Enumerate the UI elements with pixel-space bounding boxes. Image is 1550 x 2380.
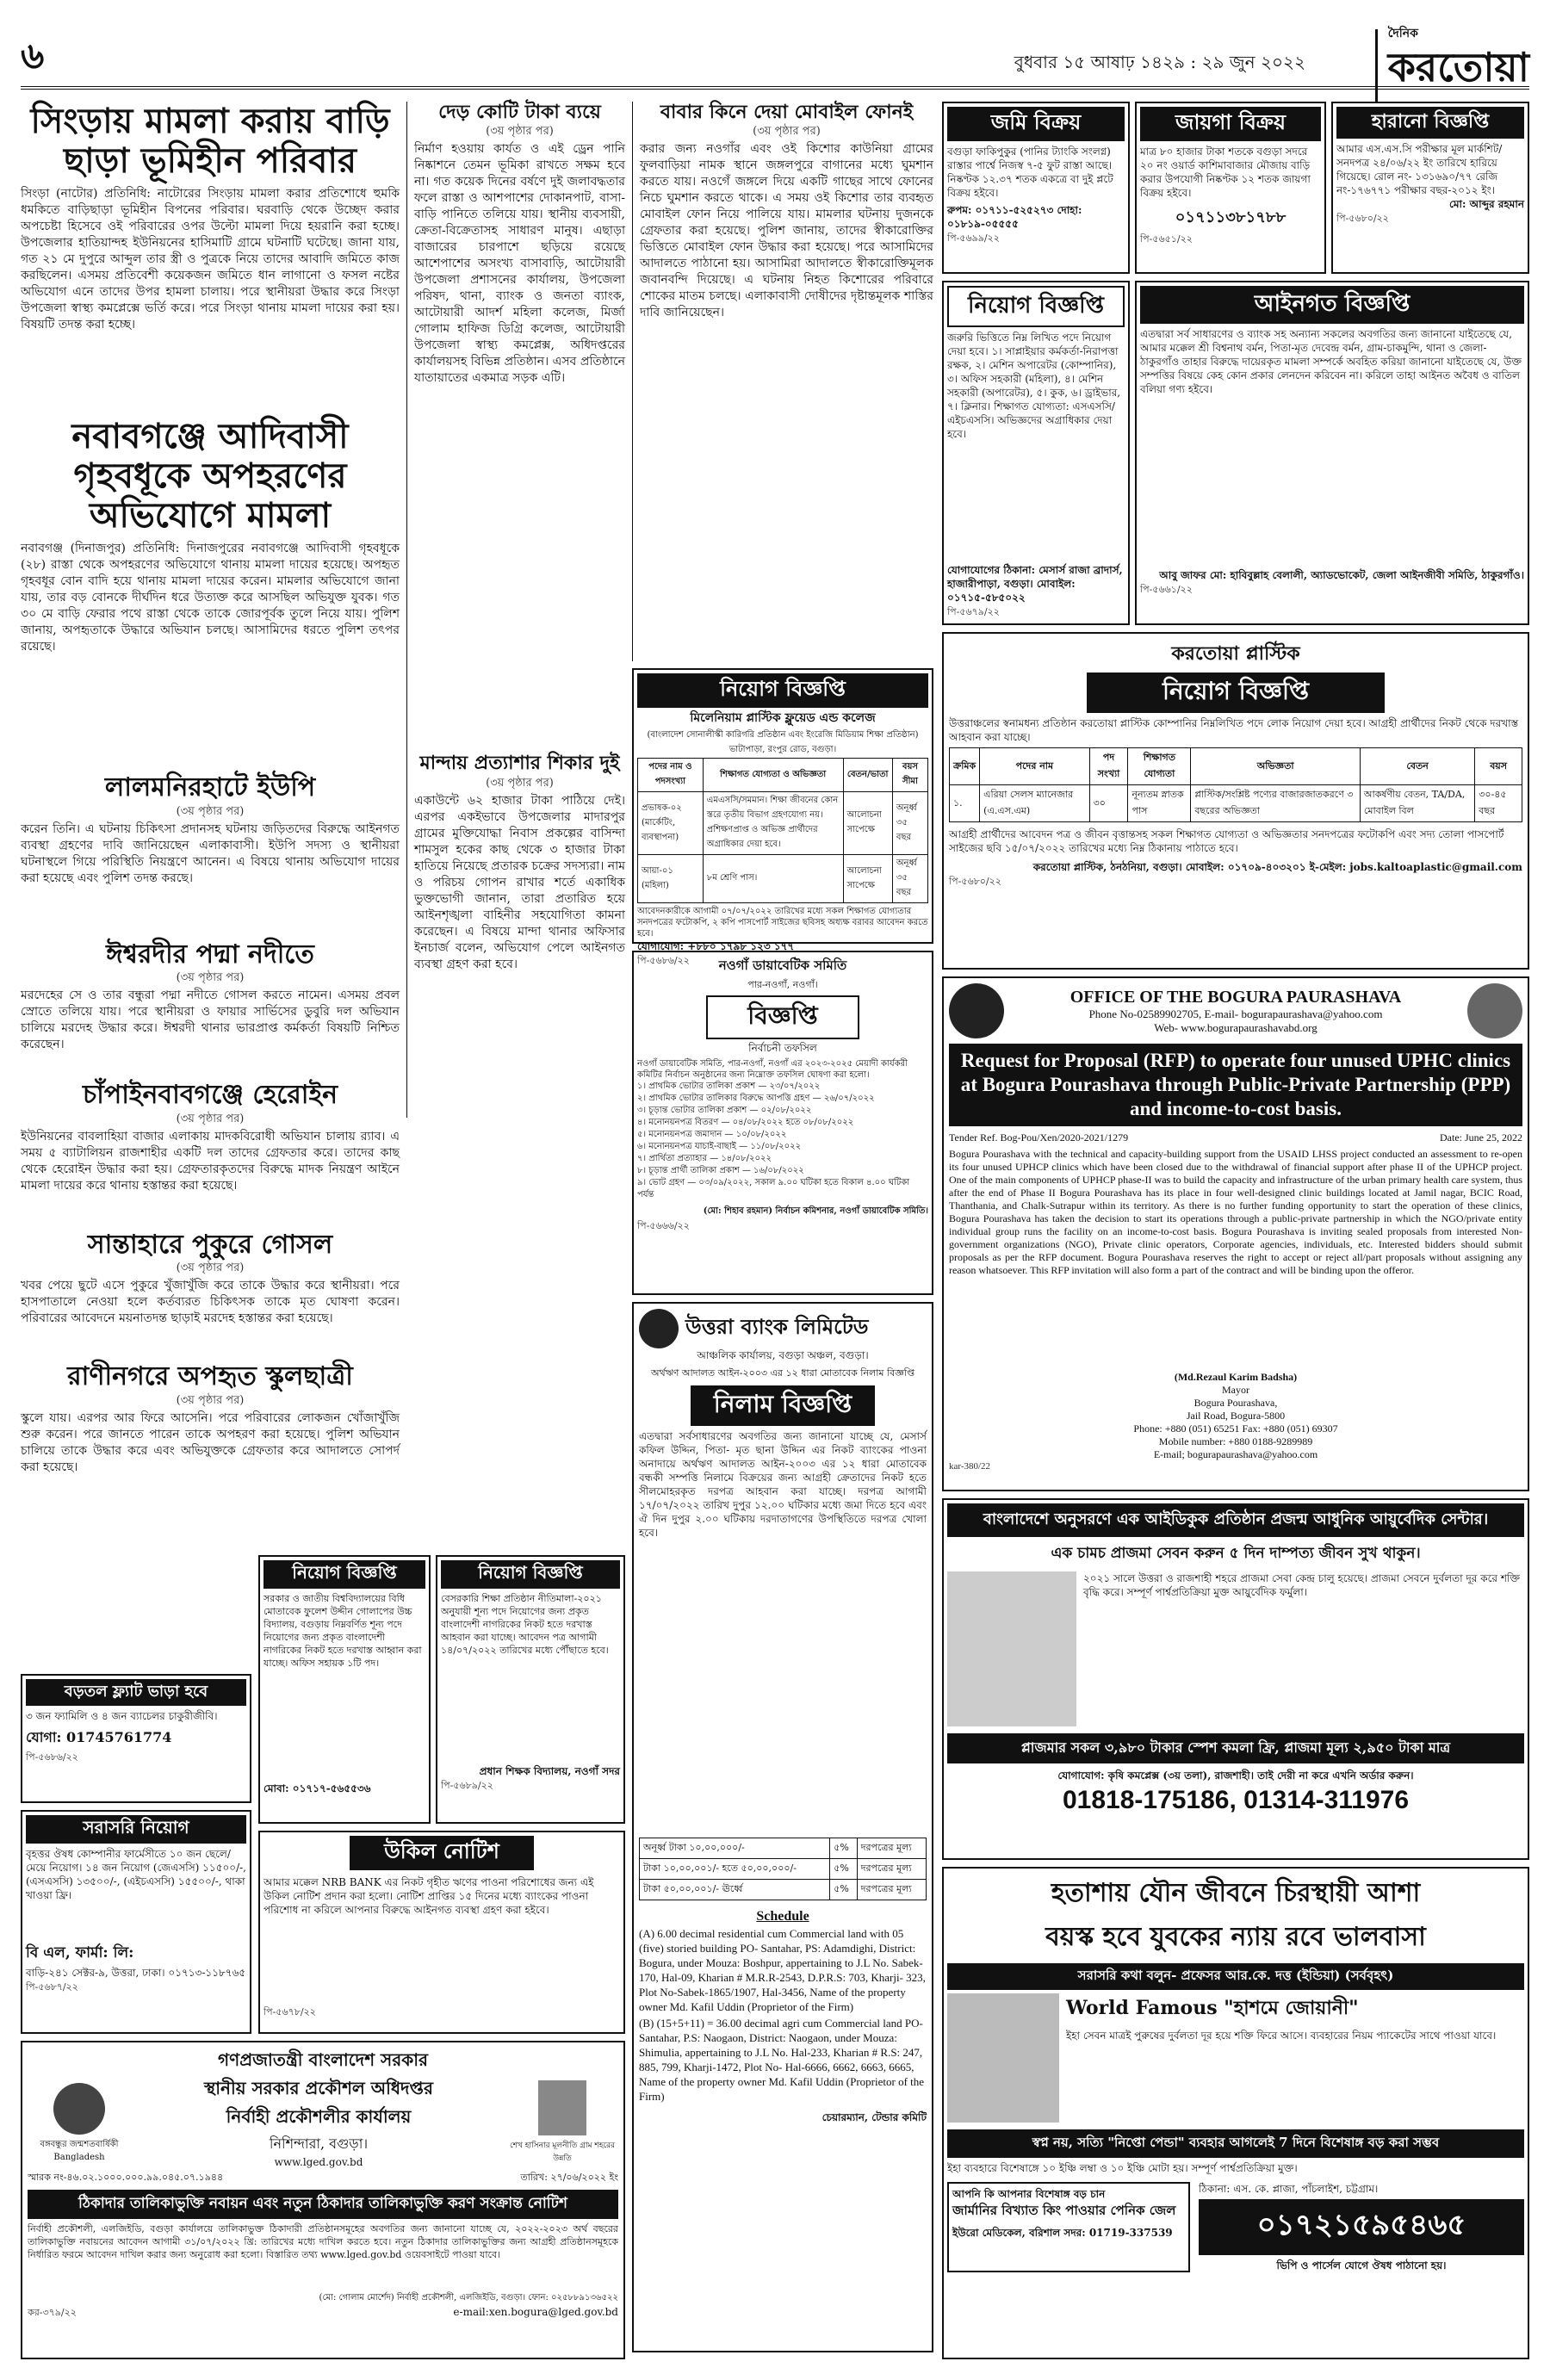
small-med-line2: জার্মানির বিখ্যাত কিং পাওয়ার পেনিক জেল (952, 2203, 1176, 2218)
story7-contd: (৩য় পৃষ্ঠার পর) (176, 1393, 245, 1407)
lged-dept: স্থানীয় সরকার প্রকৌশল অধিদপ্তর (204, 2078, 433, 2098)
ad-nirbachon-title: বিজ্ঞপ্তি (706, 995, 859, 1039)
table-cell: আলোচনা সাপেক্ষে (843, 792, 892, 855)
ad-flat-body: ৩ জন ফ্যামিলি ও ৪ জন ব্যাচেলর চাকুরীজীবি। (26, 1710, 218, 1722)
ad-nirbachon-org-sub: পার-নওগাঁ, নওগাঁ। (747, 979, 818, 990)
ad-ainagoto-title: আইনগত বিজ্ঞপ্তি (1140, 286, 1524, 324)
ad-harano (1331, 102, 1529, 274)
health2-bottom-banner: স্বপ্ন নয়, সত্যি "নিপ্তো পেন্ডা" ব্যবহার আগলেই 7 দিনে বিশেষাঙ্গ বড় করা সম্ভব (947, 2129, 1524, 2158)
ad-kortoa-niyog (942, 632, 1529, 970)
table-cell: দরপত্রের মূল্য (857, 1859, 926, 1880)
table-header: পদ সংখ্যা (1089, 748, 1128, 785)
list-item: ৯। ভোট গ্রহণ — ০৩/০৯/২০২২, সকাল ৯.০০ ঘটিকা হতে বিকাল ৪.০০ ঘটিকা পর্যন্ত (637, 1178, 910, 1199)
bank-deposit-table (639, 1838, 927, 1900)
ad-jayga-title: জায়গা বিক্রয় (1140, 107, 1321, 141)
ad-niyog-1 (942, 281, 1130, 625)
table-cell: ৩০-৪৫ বছর (1475, 785, 1522, 822)
health1-price: প্লাজমার সকল ৩,৯৮০ টাকার স্পেশ কমলা ফ্রি, প্লাজমা মূল্য ২,৯৫০ টাকা মাত্র (947, 1733, 1524, 1763)
lged-code: কর-৩৭৯/২২ (28, 2307, 77, 2318)
product-image-icon (947, 1571, 1076, 1726)
lged-memo-row (28, 2170, 618, 2186)
ad-kortoa-address: করতোয়া প্লাস্টিক, ঠনঠনিয়া, বগুড়া। মোবাইল: ০১৭০৯-৪০৩২০১ ই-মেইল: jobs.kaltoaplastic@gmail.com (1032, 861, 1522, 873)
table-cell: টাকা ১০,০০,০০১/- হতে ৫০,০০,০০০/- (640, 1859, 830, 1880)
bank-branch: আঞ্চলিক কার্যালয়, বগুড়া অঞ্চল, বগুড়া। (697, 1349, 869, 1361)
ad-ukil-title: উকিল নোটিশ (350, 1836, 534, 1870)
table-header: অভিজ্ঞতা (1191, 748, 1361, 785)
rfp-header (949, 983, 1522, 1038)
ad-nirbachon-signer: (মো: শিহাব রহমান) নির্বাচন কমিশনার, নওগাঁ ডায়াবেটিক সমিতি। (703, 1206, 928, 1216)
story3-headline: লালমনিরহাটে ইউপি (104, 772, 316, 803)
table-cell: এরিয়া সেলস ম্যানেজার (এ.এস.এম) (980, 785, 1089, 822)
lged-office: নির্বাহী প্রকৌশলীর কার্যালয় (226, 2106, 412, 2127)
ad-sorasori-org: বি এল, ফার্মা: লি: (26, 1944, 134, 1962)
page-header (21, 21, 1529, 90)
story5-headline: চাঁপাইনবাবগঞ্জে হেরোইন (82, 1080, 338, 1110)
table-header: বয়স সীমা (892, 759, 927, 792)
ad-niyog-b-signer: প্রধান শিক্ষক বিদ্যালয়, নওগাঁ সদর (479, 1765, 620, 1777)
ad-kortoa-code: পি-৫৬৮০/২২ (949, 876, 1001, 887)
ad-niyog1-code: পি-৫৬৭৯/২২ (947, 606, 1000, 617)
ad-ainagoto-code: পি-৫৬৬১/২২ (1140, 584, 1193, 595)
rfp-signer-title: Mayor (1222, 1384, 1249, 1396)
ad-nirbachon (632, 951, 933, 1295)
table-cell: প্রভাষক-০২ (মার্কেটিং, ব্যবস্থাপনা) (638, 792, 704, 855)
table-row (950, 785, 1522, 822)
ad-harano-title: হারানো বিজ্ঞপ্তি (1336, 107, 1524, 139)
health1-contact-label: যোগাযোগ: কৃষি কমপ্লেক্স (৩য় তলা), রাজশাহী। তাই দেরী না করে এখনি অর্ডার করুন। (1057, 1770, 1414, 1782)
ad-niyog-table-footer: আবেদনকারীকে আগামী ০৭/০৭/২০২২ তারিখের মধ্যে সকল শিক্ষাগত যোগ্যতার সনদপত্রের ফটোকপি, ২ কপি পাসপোর্ট সাইজের ছবিসহ অধ্যক্ষ বরাবর আবেদন করতে হবে। (637, 907, 928, 939)
lged-portrait-caption: শেখ হাসিনার মূলনীতি গ্রাম শহরের উন্নতি (509, 2141, 616, 2163)
bank-header (639, 1309, 927, 1348)
ad-jayga-phone: ০১৭১১৩৮১৭৮৮ (1175, 208, 1286, 226)
story4-headline: ঈশ্বরদীর পদ্মা নদীতে (106, 939, 314, 970)
small-med-line1: আপনি কি আপনার বিশেষাঙ্গ বড় চান (952, 2188, 1106, 2200)
story1-headline: সিংড়ায় মামলা করায় বাড়ি ছাড়া ভূমিহীন পরিবার (30, 101, 390, 181)
health2-main (947, 1993, 1524, 2123)
story5-contd: (৩য় পৃষ্ঠার পর) (176, 1112, 245, 1125)
health1-phones: 01818-175186, 01314-311976 (1062, 1786, 1410, 1814)
table-header: পদের নাম (980, 748, 1089, 785)
story2-headline: নবাবগঞ্জে আদিবাসী গৃহবধূকে অপহরণের অভিযোগে মামলা (71, 416, 349, 536)
table-header: শিক্ষাগত যোগ্যতা (1128, 748, 1191, 785)
ad-harano-name: মো: আব্দুর রহমান (1448, 198, 1524, 210)
ad-jomi-code: পি-৫৬৯৯/২২ (947, 232, 1000, 244)
ad-flat (21, 1674, 251, 1803)
ad-ainagoto (1135, 281, 1529, 625)
ad-jomi-title: জমি বিক্রয় (947, 107, 1125, 141)
health2-body: ইহা সেবন মাত্রই পুরুষের দুর্বলতা দূর হয়ে শক্তি ফিরে আসে। ব্যবহারের নিয়ম প্যাকেটের সাথে পাওয়া যাবে। (1066, 2030, 1497, 2042)
ad-harano-code: পি-৫৬৮০/২২ (1336, 213, 1389, 224)
doctor-photo-icon (947, 1993, 1059, 2123)
list-item: ৭। প্রার্থিতা প্রত্যাহার — ১৪/০৮/২০২২ (637, 1154, 772, 1163)
rfp-signer-name: (Md.Rezaul Karim Badsha) (1174, 1371, 1298, 1383)
portrait-icon (538, 2080, 586, 2135)
ad-health-1 (942, 1498, 1529, 1860)
story1-body: সিংড়া (নাটোর) প্রতিনিধি: নাটোরের সিংড়ায় মামলা করার প্রতিশোধে হুমকি ধমকিতে বাড়িছাড়া ভূমিহীন বিপনের পরিবার। ঘরবাড়ি থেকে উচ্ছেদ করার অপচেষ্টা হিসেবে ওই পরিবারের ওপর উল্টো মামলা দিয়ে হয়রানি করা হচ্ছে। উপজেলার হাতিয়ান্দহ ইউনিয়নের হাসিমাটি গ্রামে ঘটনাটি ঘটেছে। জানা যায়, গত ২১ মে দুপুরে আব্দুল তার স্ত্রী ও পুত্রকে নিয়ে তাদের আবাদি জমিতে কাজ করছিলেন। এসময় প্রতিবেশী কয়েকজন জমিতে ধান লাগানো ও ফসল নষ্টের অভিযোগ এনে তাদের উপর হামলা চালায়। পরে স্থানীয়রা উদ্ধার করে সিংড়া উপজেলা স্বাস্থ্য কমপ্লেক্সে ভর্তি করে। পরে সিংড়া থানায় মামলা দায়ের করা হয়। বিষয়টি তদন্ত করা হচ্ছে। (21, 187, 400, 332)
small-med-footer: ইউরো মেডিকেল, বরিশাল সদর: 01719-337539 (952, 2227, 1173, 2239)
ad-kortoa-intro: উত্তরাঞ্চলের স্বনামধন্য প্রতিষ্ঠান করতোয়া প্লাস্টিক কোম্পানির নিম্নলিখিত পদে লোক নিয়োগ দেয়া হবে। আগ্রহী প্রার্থীদের নিকট থেকে দরখাস্ত আহবান করা যাচ্ছে। (949, 717, 1519, 743)
table-cell: এমএসসি/সমমান। শিক্ষা জীবনের কোন স্তরে তৃতীয় বিভাগ গ্রহণযোগ্য নয়। প্রশিক্ষণপ্রাপ্ত ও অভিজ্ঞ প্রার্থীদের অগ্রাধিকার দেয়া হবে। (703, 792, 843, 855)
ad-bogura-rfp (942, 976, 1529, 1491)
col2-story2-body: একাউন্টে ৬২ হাজার টাকা পাঠিয়ে দেই। এরপর একইভাবে উপজেলার মাদারপুর গ্রামের মুক্তিযোদ্ধা নিবাস প্রকল্পের বাসিন্দা শামসুল হকের কাছ থেকে ৩ হাজার টাকা হাতিয়ে নিয়েছে প্রতারক চক্রের সদস্যরা। নাম ও পরিচয় গোপন রাখার শর্তে একাধিক ভুক্তভোগী জানান, তারা প্রতারিত হয়ে আইনশৃঙ্খলা বাহিনীর সহযোগিতা কামনা করেছেন। এ বিষয়ে মান্দা থানার অফিসার ইনচার্জ বলেন, অভিযোগ পেলে আইনগত ব্যবস্থা গ্রহণ করা হবে। (414, 793, 625, 971)
ad-niyog-a-code: মোবা: ০১৭১৭-৫৬৫৫৩৬ (264, 1782, 371, 1794)
lged-email: e-mail:xen.bogura@lged.gov.bd (453, 2306, 618, 2318)
rfp-signer-org: Bogura Pourashava, (1194, 1397, 1278, 1409)
masthead (1375, 29, 1529, 103)
ad-niyog-a-title: নিয়োগ বিজ্ঞপ্তি (264, 1560, 425, 1589)
lged-portrait (506, 2080, 618, 2165)
rfp-code: kar-380/22 (949, 1461, 991, 1472)
lged-body: নির্বাহী প্রকৌশলী, এলজিইডি, বগুড়া কার্যালয়ে তালিকাভুক্ত ঠিকাদারী প্রতিষ্ঠানসমূহের অবগতির জন্য জানানো যাচ্ছে যে, ২০২২-২০২৩ অর্থ বছরের তালিকাভুক্তি নবায়নের আবেদন আগামী ৩১/০৭/২০২২ খ্রি: তারিখের মধ্যে দাখিল করতে হবে। নতুন ঠিকাদার তালিকাভুক্তির জন্য আগ্রহী প্রতিষ্ঠানসমূহকে নির্ধারিত ফরমে আবেদন দাখিল করার জন্য অনুরোধ করা হলো। বিস্তারিত তথ্য www.lged.gov.bd ওয়েবসাইটে পাওয়া যাবে। (28, 2223, 618, 2260)
ad-niyog-table-title: নিয়োগ বিজ্ঞপ্তি (637, 673, 928, 708)
ad-niyog-table-contact: যোগাযোগ: +৮৮০ ১৭৯৮ ১২৩ ১৭৭ (637, 940, 795, 952)
table-cell: ৫% (830, 1880, 857, 1900)
rfp-signer-mobile: Mobile number: +880 0188-9289989 (1158, 1435, 1313, 1447)
ad-niyog1-title: নিয়োগ বিজ্ঞপ্তি (947, 286, 1125, 327)
ad-jomi-phone: রুপম: ০১৭১১-৫২৫২৭৩ দোহা: ০১৮১৯-০৫৫৫৫ (947, 204, 1082, 230)
list-item: ২। প্রাথমিক ভোটার তালিকার বিরুদ্ধে আপত্তি গ্রহণ — ২৬/০৭/২০২২ (637, 1094, 875, 1103)
health1-sub: এক চামচ প্রাজমা সেবন করুন ৫ দিন দাম্পত্য জীবন সুখ থাকুন। (1051, 1545, 1421, 1562)
rfp-date: Date: June 25, 2022 (1440, 1131, 1522, 1144)
story7-headline: রাণীনগরে অপহৃত স্কুলছাত্রী (67, 1361, 353, 1391)
story4-contd: (৩য় পৃষ্ঠার পর) (176, 971, 245, 984)
table-cell: দরপত্রের মূল্য (857, 1838, 926, 1859)
ad-sorasori-title: সরাসরি নিয়োগ (26, 1815, 246, 1844)
ad-nirbachon-intro: নওগাঁ ডায়াবেটিক সমিতি, পার-নওগাঁ, নওগাঁ এর ২০২৩-২০২৫ মেয়াদী কার্যকরী কমিটির নির্বাচন অনুষ্ঠানের জন্য নিম্নোক্ত তফসিল ঘোষণা করা হলো। (637, 1059, 908, 1080)
table-cell: নূন্যতম স্নাতক পাস (1128, 785, 1191, 822)
ad-kortoa-title: নিয়োগ বিজ্ঞপ্তি (1087, 672, 1385, 713)
masthead-title: করতোয়া (1387, 44, 1529, 90)
bank-schedule-a: (A) 6.00 decimal residential cum Commercial land with 05 (five) storied building PO- Santahar, PS: Adamdighi, District: Bogura, under Mouza: Boshpur, appertaining to J.L No. Sabek-170, Hal-09, Kharian # M.R.R-2543, D.P.R.S: 703, Kharji- 323, Plot No-Sabek-1865/1907, Hal-3456, Name of the property owner Md. Kafil Uddin (Proprietor of the Firm) (639, 1927, 926, 2013)
health2-sub: সরাসরি কথা বলুন- প্রফেসর আর.কে. দত্ত (ইন্ডিয়া) (সর্ববৃহৎ) (947, 1963, 1524, 1990)
table-cell: অনূর্ধ্ব টাকা ১০,০০,০০০/- (640, 1838, 830, 1859)
rfp-signer (949, 1371, 1522, 1461)
bank-body: এতদ্বারা সর্বসাধারণের অবগতির জন্য জানানো যাচ্ছে যে, মেসার্স কফিল উদ্দিন, পিতা- মৃত ছানা উদ্দিন এর নিকট ব্যাংকের পাওনা অনাদায়ে অর্থঋণ আদালত আইন-২০০৩ এর ১২ ধারা মোতাবেক বন্ধকী সম্পত্তি নিলামে বিক্রয়ের জন্য আগ্রহী ক্রেতাদের নিকট হতে সীলমোহরকৃত দরপত্র আহবান করা যাচ্ছে। দরপত্র আগামী ১৭/০৭/২০২২ তারিখ দুপুর ১২.০০ ঘটিকার মধ্যে জমা দিতে হবে এবং ঐ দিন দুপুর ২.০০ ঘটিকায় দরদাতাগণের উপস্থিতিতে দরপত্র খোলা হবে। (639, 1430, 927, 1539)
table-cell: ৩০ (1089, 785, 1128, 822)
table-header: পদের নাম ও পদসংখ্যা (638, 759, 704, 792)
column-3 (632, 102, 933, 661)
ad-jomi-body: বগুড়া ফাকিপুকুর (পানির ট্যাংকি সংলগ্ন) রাস্তার পার্শ্বে নিজস্ব ৭-৫ ফুট রাস্তা আছে। নিষ্কণ্টক ১২.৩৭ শতক একত্রে বা দুই প্লটে বিক্রয় হইবে। (947, 146, 1113, 199)
ad-flat-code: পি-৫৬৮৬/২২ (26, 1751, 78, 1763)
list-item: ৬। মনোনয়নপত্র যাচাই-বাছাই — ১১/০৮/২০২২ (637, 1142, 802, 1151)
ad-ukil-code: পি-৫৬৭৮/২২ (264, 2006, 316, 2017)
lged-date: তারিখ: ২৭/০৬/২০২২ ইং (520, 2172, 618, 2183)
bank-law: অর্থঋণ আদালত আইন-২০০৩ এর ১২ ধারা মোতাবেক নিলাম বিজ্ঞপ্তি (650, 1367, 914, 1379)
ad-niyog-table-grid (637, 758, 928, 903)
table-row (638, 855, 928, 903)
col3-story1-contd: (৩য় পৃষ্ঠার পর) (753, 125, 821, 139)
ad-lged (21, 2041, 625, 2359)
bank-signer: চেয়ারম্যান, টেন্ডার কমিটি (822, 2111, 927, 2123)
ad-niyog-table-code: পি-৫৬৮৬/২২ (637, 955, 690, 966)
ad-sorasori-body: বৃহত্তর ঔষধ কোম্পানীর ফার্মেসীতে ১০ জন ছেলে/মেয়ে নিয়োগ। ১৪ জন নিয়োগ (জেএসসি) ১১৫০০/-, (এসএসসি) ১৩৫০০/-, (এইচএসসি) ১৫৫০০/-, থাকা খাওয়া ফ্রি। (26, 1848, 246, 1901)
masthead-small: দৈনিক (1387, 27, 1418, 40)
table-cell: ৮ম শ্রেণি পাস। (703, 855, 843, 903)
list-item: ৪। মনোনয়নপত্র বিতরণ — ০৪/০৮/২০২২ হতে ০৮/০৮/২০২২ (637, 1118, 854, 1127)
table-header: বেতন/ভাতা (843, 759, 892, 792)
issue-date: বুধবার ১৫ আষাঢ় ১৪২৯ : ২৯ জুন ২০২২ (1014, 52, 1305, 72)
table-cell: প্লাস্টিক/সংশ্লিষ্ট পণ্যের বাজারজাতকরণে ৩ বছরের অভিজ্ঞতা (1191, 785, 1361, 822)
health2-bottom-note: ভিপি ও পার্সেল যোগে ঔষধ পাঠানো হয়। (1276, 2259, 1447, 2272)
list-item: ৫। মনোনয়নপত্র জমাদান — ১০/০৮/২০২২ (637, 1130, 787, 1139)
story6-contd: (৩য় পৃষ্ঠার পর) (176, 1261, 245, 1274)
health2-headline: হতাশায় যৌন জীবনে চিরস্থায়ী আশা (1051, 1878, 1421, 1908)
rfp-office-block (1013, 988, 1459, 1035)
rfp-web: Web- www.bogurapaurashavabd.org (1154, 1020, 1318, 1034)
ad-ainagoto-body: এতদ্বারা সর্ব সাধারণের ও ব্যাংক সহ অন্যান্য সকলের অবগতির জন্য জানানো যাইতেছে যে, আমার মক্কেল শ্রী বিশ্বনাথ বর্মন, পিতা-মৃত দেবেন্দ্র বর্মন, গ্রাম-চাকমুন্দি, থানা ও জেলা-ঠাকুরগাঁও তাহার বিরুদ্ধে দায়েরকৃত মামলা সম্পর্কে অবহিত করিয়া জানানো যাইতেছে যে, উক্ত সম্পত্তির বিষয়ে কেহ কোন প্রকার লেনদেন করিবেন না। করিলে তাহা আইনত অবৈধ ও বাতিল বলিয়া গণ্য হইবে। (1140, 328, 1522, 395)
col3-story1-headline: বাবার কিনে দেয়া মোবাইল ফোনই (660, 101, 914, 123)
list-item: ৮। চূড়ান্ত প্রার্থী তালিকা প্রকাশ — ১৬/০৮/২০২২ (637, 1166, 804, 1175)
table-row (640, 1838, 927, 1859)
ad-sorasori-addr: বাড়ি-২৪১ সেক্টর-৯, উত্তরা, ঢাকা। ০১৭১৩-১১৮৭৬৫ (26, 1967, 246, 1979)
ad-niyog-b (436, 1555, 625, 1824)
ad-ainagoto-signer: আবু জাফর মো: হাবিবুল্লাহ বেলালী, অ্যাডভোকেট, জেলা আইনজীবী সমিতি, ঠাকুরগাঁও। (1159, 569, 1524, 581)
ad-kortoa-table (949, 747, 1522, 822)
table-row (640, 1880, 927, 1900)
story3-body: করেন তিনি। এ ঘটনায় চিকিৎসা প্রদানসহ ঘটনায় জড়িতদের বিরুদ্ধে আইনগত ব্যবস্থা গ্রহণের দাবি জানিয়েছেন এলাকাবাসী। ইউপি সদস্য ও স্থানীয়রা ঘটনাস্থলে গিয়ে পরিস্থিতি নিয়ন্ত্রণে আনেন। এ বিষয়ে থানায় অভিযোগ দায়ের করা হয়েছে এবং পুলিশ তদন্ত করছে। (21, 821, 400, 885)
ad-niyog-a-body: সরকার ও জাতীয় বিশ্ববিদ্যালয়ের বিধি মোতাবেক ফুলেশ উদ্দীন গোলাপের উচ্চ বিদ্যালয়, বগুড়ায় নিম্নবর্ণিত শূন্য পদে নিয়োগের জন্য প্রকৃত বাংলাদেশী নাগরিকের নিকট হতে দরখাস্ত আহ্বান করা যাচ্ছে। অফিস সহায়ক ১টি পদ। (264, 1593, 422, 1669)
ad-jomi-bikroy (942, 102, 1130, 274)
health2-headline2: বয়স্ক হবে যুবকের ন্যায় রবে ভালবাসা (1045, 1922, 1426, 1952)
table-cell: ৫% (830, 1859, 857, 1880)
lged-banner: ঠিকাদার তালিকাভুক্তি নবায়ন এবং নতুন ঠিকাদার তালিকাভুক্তি করণ সংক্রান্ত নোটিশ (28, 2190, 618, 2219)
story2-body: নবাবগঞ্জ (দিনাজপুর) প্রতিনিধি: দিনাজপুরের নবাবগঞ্জে আদিবাসী গৃহবধূকে (২৮) রাস্তা থেকে অপহরণের অভিযোগে থানায় মামলা দায়ের হয়েছে। অপহৃত গৃহবধূর বোন বাদি হয়ে থানায় মামলা দায়ের করেন। মামলার অভিযোগে জানা যায়, তার বড় বোনকে দীর্ঘদিন ধরে উত্যক্ত করে আসছিল অভিযুক্ত যুবক। গত ৩০ মে বাড়ি ফেরার পথে রাস্তা থেকে তাকে জোরপূর্বক তুলে নিয়ে যায়। পুলিশ জানায়, অপহৃতাকে উদ্ধারে অভিযান চলছে। আসামিদের ধরতে পুলিশ তৎপর রয়েছে। (21, 542, 400, 654)
table-cell: অনূর্ধ্ব ৩৫ বছর (892, 855, 927, 903)
bank-schedule-title: Schedule (756, 1909, 809, 1924)
bank-schedule-b: (B) (15+5+11) = 36.00 decimal agri cum Commercial land PO-Santahar, P.S: Naogaon, District: Naogaon, under Mouza: Shimulia, appertaining to J.L No. Hal-233, Kharian # R.S: 247, 885, 799, Kharji-1472, Plot No- Hal-6666, 6662, 6663, 6665, Name of the property owner Md. Kafil Uddin (Proprietor of the Firm) (639, 2017, 925, 2103)
ad-flat-title: বড়তল ফ্ল্যাট ভাড়া হবে (26, 1679, 246, 1706)
col2-story1-headline: দেড় কোটি টাকা ব্যয়ে (438, 101, 601, 123)
table-cell: আয়া-০১ (মহিলা) (638, 855, 704, 903)
ad-ukil (258, 1831, 625, 2034)
table-header: বেতন (1360, 748, 1474, 785)
table-header: শিক্ষাগত যোগ্যতা ও অভিজ্ঞতা (703, 759, 843, 792)
bank-name: উত্তরা ব্যাংক লিমিটেড (685, 1314, 869, 1339)
ad-nirbachon-list (637, 1081, 928, 1201)
ad-nirbachon-subtitle: নির্বাচনী তফসিল (748, 1042, 817, 1054)
ad-kortoa-top: করতোয়া প্লাস্টিক (1171, 642, 1300, 665)
table-cell: দরপত্রের মূল্য (857, 1880, 926, 1900)
lged-office-block (140, 2076, 498, 2168)
health2-text (1066, 1993, 1524, 2123)
health2-lower (947, 2182, 1524, 2272)
story5-body: ইউনিয়নের বাবলাহিয়া বাজার এলাকায় মাদকবিরোধী অভিযান চালায় র‌্যাব। এ সময় ৫ ব্যাটালিয়ন রাজশাহীর একটি দল তাদের গ্রেফতার করে। তাদের কাছ থেকে হেরোইন উদ্ধার করা হয়। গ্রেফতারকৃতদের বিরুদ্ধে মাদক নিয়ন্ত্রণ আইনে মামলা দায়ের করে থানায় হস্তান্তর করা হয়েছে। (21, 1129, 400, 1193)
ad-nirbachon-org: নওগাঁ ডায়াবেটিক সমিতি (718, 958, 847, 973)
table-cell: টাকা ৫০,০০,০০১/- ঊর্ধ্বে (640, 1880, 830, 1900)
health1-headline: বাংলাদেশে অনুসরণে এক আইডিকুক প্রতিষ্ঠান প্রজন্ম আধুনিক আয়ুর্বেদিক সেন্টার। (947, 1503, 1524, 1537)
bank-title: নিলাম বিজ্ঞপ্তি (691, 1385, 875, 1426)
rfp-signer-email: E-mail; bogurapaurashava@yahoo.com (1153, 1448, 1318, 1460)
ad-niyog-b-body: বেসরকারি শিক্ষা প্রতিষ্ঠান নীতিমালা-২০২১ অনুযায়ী শূন্য পদে নিয়োগের জন্য প্রকৃত বাংলাদেশী নাগরিকের নিকট হতে দরখাস্ত আহবান করা যাচ্ছে। আবেদন পত্র আগামী ১৪/০৭/২০২২ তারিখের মধ্যে পৌঁছাতে হবে। (441, 1593, 609, 1656)
col2-story1-contd: (৩য় পৃষ্ঠার পর) (486, 125, 554, 139)
table-cell: ৫% (830, 1838, 857, 1859)
lged-place: নিশিন্দারা, বগুড়া। (269, 2135, 369, 2152)
table-header: বয়স (1475, 748, 1522, 785)
lged-header (28, 2076, 618, 2168)
health2-address: ঠিকানা: এস. কে. প্লাজা, পাঁচলাইশ, চট্টগ্রাম। (1199, 2183, 1379, 2195)
ad-niyog1-body: জরুরি ভিত্তিতে নিম্ন লিখিত পদে নিয়োগ দেয়া হবে। ১। সাপ্লাইয়ার কর্মকর্তা-নিরাপত্তা রক্ষক, ২। মেশিন অপারেটর (কোম্পানির), ৩। অফিস সহকারী (মহিলা), ৪। মেশিন সহকারী (অপারেটর), ৫। কুক, ৬। ড্রাইভার, ৭। ক্লিনার। শিক্ষাগত যোগ্যতা: এসএসসি/এইচএসসি। অভিজ্ঞদের অগ্রাধিকার দেয়া হবে। (947, 332, 1121, 440)
ad-small-med (632, 2304, 933, 2305)
lged-logo (28, 2083, 131, 2162)
ad-kortoa-footer: আগ্রহী প্রার্থীদের আবেদন পত্র ও জীবন বৃত্তান্তসহ সকল শিক্ষাগত যোগ্যতা ও অভিজ্ঞতার সনদপত্রের ফটোকপি এবং সদ্য তোলা পাসপোর্ট সাইজের ছবি ১৫/০৭/২০২২ তারিখের মধ্যে নিম্ন ঠিকানায় পাঠাতে হবে। (949, 828, 1504, 854)
lged-gov: গণপ্রজাতন্ত্রী বাংলাদেশ সরকার (218, 2049, 428, 2070)
small-med-inset (947, 2182, 1190, 2272)
rfp-tender-ref: Tender Ref. Bog-Pou/Xen/2020-2021/1279 (949, 1131, 1129, 1144)
ad-uttara-bank (632, 1302, 933, 2352)
lged-memo: স্মারক নং-৪৬.০২.১০০০.০০০.৯৯.০৪৫.০৭.১৯৪৪ (28, 2172, 224, 2183)
uttara-bank-logo-icon (639, 1309, 679, 1348)
table-row (640, 1859, 927, 1880)
ad-flat-phone: যোগা: 01745761774 (26, 1729, 172, 1745)
story4-body: মরদেহের সে ও তার বন্ধুরা পদ্মা নদীতে গোসল করতে নামেন। এসময় প্রবল স্রোতে তলিয়ে যায়। পরে স্থানীয়রা ও ফায়ার সার্ভিসের ডুবুরি দল অভিযান চালিয়ে মরদেহ উদ্ধার করে। ঈশ্বরদী থানার ভারপ্রাপ্ত কর্মকর্তা বিষয়টি নিশ্চিত করেছেন। (21, 989, 400, 1051)
lged-web: www.lged.gov.bd (274, 2156, 363, 2168)
table-cell: অনূর্ধ্ব ৩৫ বছর (892, 792, 927, 855)
ad-sorasori-code: পি-৫৬৮৭/২২ (26, 1981, 78, 1993)
col2-story1-body: নির্মাণ হওয়ায় কার্যত ও এই ড্রেন পানি নিষ্কাশনে তেমন ভূমিকা রাখতে সক্ষম হবে না। গত কয়েক দিনের বর্ষণে দুই জলাবদ্ধতার ফলে রাস্তা ও আশপাশের দোকানপাট, বাসা-বাড়ি পানিতে তলিয়ে যায়। স্থানীয় ব্যবসায়ী, ক্রেতা-বিক্রেতাসহ সাধারণ মানুষ। এছাড়া বাজারের চারপাশে ছড়িয়ে রয়েছে আশেপাশের অসংখ্য বাসাবাড়ি, আটোয়ারী উপজেলা প্রশাসনের কার্যালয়, উপজেলা পরিষদ, থানা, ব্যাংক ও জনতা ব্যাংক, আটোয়ারী আদর্শ মহিলা কলেজ, মির্জা গোলাম হাফিজ ডিগ্রি কলেজ, আটোয়ারী উপজেলা স্বাস্থ্য কমপ্লেক্স, অধিদপ্তরের কার্যালয়সহ বিভিন্ন প্রতিষ্ঠান। এসব প্রতিষ্ঠানে যাতায়াতের একমাত্র সড়ক এটি। (414, 142, 625, 386)
story3-contd: (৩য় পৃষ্ঠার পর) (176, 804, 245, 818)
ad-niyog-table-institution: মিলেনিয়াম প্লাস্টিক ফ্লুয়েড এন্ড কলেজ (690, 711, 876, 725)
ad-niyog-a (258, 1555, 431, 1824)
ad-jayga-code: পি-৫৬৫১/২২ (1140, 233, 1193, 245)
rfp-phone: Phone No-02589902705, E-mail- bogurapaurashava@yahoo.com (1088, 1007, 1383, 1020)
table-header-row (950, 748, 1522, 785)
list-item: ১। প্রাথমিক ভোটার তালিকা প্রকাশ — ২৩/০৭/২০২২ (637, 1082, 821, 1091)
rfp-headline: Request for Proposal (RFP) to operate four unused UPHC clinics at Bogura Pourashava through Public-Private Partnership (PPP) and income-to-cost basis. (949, 1044, 1522, 1126)
ad-niyog-b-code: পি-৫৬৮৯/২২ (441, 1780, 493, 1791)
ad-niyog-b-title: নিয়োগ বিজ্ঞপ্তি (441, 1560, 620, 1589)
rfp-ref-row (949, 1131, 1522, 1144)
ad-jayga-bikroy (1135, 102, 1326, 274)
mujib-logo-icon (1467, 983, 1522, 1038)
table-cell: আকর্ষণীয় বেতন, TA/DA, মোবাইল বিল (1360, 785, 1474, 822)
col2-story2-headline: মান্দায় প্রত্যাশার শিকার দুই (419, 752, 620, 775)
table-row (638, 792, 928, 855)
list-item: ৩। চূড়ান্ত ভোটার তালিকা প্রকাশ — ০২/০৮/২০২২ (637, 1106, 812, 1115)
rfp-signer-addr: Jail Road, Bogura-5800 (1186, 1410, 1286, 1422)
lged-signer: (মো: গোলাম মোর্শেদ) নির্বাহী প্রকৌশলী, এলজিইডি, বগুড়া। ফোন: ০২৫৮৮৯১৩৬৫২২ (319, 2293, 618, 2303)
col3-story1-body: করার জন্য নওগাঁর এবং ওই কিশোর কাউনিয়া গ্রামের ফুলবাড়িয়া নামক স্থানে জঙ্গলপুরে বাগানের মধ্যে ঘুমশান করতে যায়। নওগেঁ জঙ্গলে দিয়ে একটি গাছের সাথে ফোনের নিচে ঘুমশান করতে থাকে। এ সময় ওই কিশোর তার ব্যবহৃত মোবাইল ফোন নিয়ে পালিয়ে যায়। মামলার ঘটনায় দুজনকে গ্রেফতার করা হয়েছে। পুলিশ জানায়, তাদের স্বীকারোক্তির ভিত্তিতে মোবাইল ফোন উদ্ধার করা হয়েছে। পরে আসামিদের আদালতে পাঠানো হয়। আসামিরা আদালতে স্বীকারোক্তিমূলক জবানবন্দি দিয়েছে। এ ঘটনায় নিহত কিশোরের পরিবারে শোকের মাতম চলছে। এলাকাবাসী দোষীদের দৃষ্টান্তমূলক শাস্তির দাবি জানিয়েছেন। (640, 142, 933, 320)
ad-ukil-body: আমার মক্কেল NRB BANK এর নিকট গৃহীত ঋণের পাওনা পরিশোধের জন্য এই উকিল নোটিশ প্রদান করা হলো। নোটিশ প্রাপ্তির ১৫ দিনের মধ্যে ব্যাংকের পাওনা পরিশোধ না করিলে আপনার বিরুদ্ধে আইনগত ব্যবস্থা গ্রহণ করা হইবে। (264, 1876, 594, 1916)
rfp-signer-phone: Phone: +880 (051) 65251 Fax: +880 (051) 69307 (1133, 1422, 1338, 1435)
ad-niyog-table-subtitle: (বাংলাদেশ সোনালীস্কী কারিগরি প্রতিষ্ঠান এবং ইংরেজি মিডিয়াম শিক্ষা প্রতিষ্ঠান) ভাটাপাড়া, রংপুর রোড, বগুড়া। (647, 730, 919, 754)
ad-jayga-body: মাত্র ৮০ হাজার টাকা শতকে বগুড়া সদরে ২০ নং ওয়ার্ড কাশিমাবাজার মৌজায় বাড়ি করার উপযোগী নিষ্কণ্টক ১২ শতক জায়গা বিক্রয় হইবে। (1140, 146, 1311, 199)
ad-nirbachon-code: পি-৫৬৬৬/২২ (637, 1220, 690, 1231)
bangladesh-logo-icon (53, 2083, 105, 2135)
column-1 (21, 102, 400, 1669)
table-cell: ১. (950, 785, 980, 822)
health1-main (947, 1571, 1524, 1726)
health2-phone: ০১৭২১৫৯৫৪৬৫ (1199, 2199, 1524, 2255)
story7-body: স্কুলে যায়। এরপর আর ফিরে আসেনি। পরে পরিবারের লোকজন খোঁজাখুঁজি শুরু করেন। পরে জানতে পারেন তাকে অপহরণ করা হয়েছে। পুলিশ অভিযান চালিয়ে তাকে উদ্ধার করে এবং অভিযুক্তকে গ্রেফতার করে আদালতে সোপর্দ করা হয়েছে। (21, 1410, 400, 1474)
health2-bottom-body: ইহা ব্যবহারে বিশেষাঙ্গে ১০ ইঞ্চি লম্বা ও ১০ ইঞ্চি মোটা হয়। সম্পূর্ণ পার্শ্বপ্রতিক্রিয়া মুক্ত। (947, 2162, 1298, 2174)
bogura-seal-icon (949, 983, 1004, 1038)
ad-niyog1-contact: যোগাযোগের ঠিকানা: মেসার্স রাজা ব্রাদার্স, হাজারীপাড়া, বগুড়া। মোবাইল: ০১৭১৫-৫৮৫০২২ (947, 564, 1123, 604)
page-number: ৬ (21, 34, 45, 77)
ad-sorasori (21, 1810, 251, 2034)
table-cell: আলোচনা সাপেক্ষে (843, 855, 892, 903)
ad-health-2 (942, 1867, 1529, 2359)
lged-logo-text: বঙ্গবন্ধুর জন্মশতবার্ষিকী Bangladesh (40, 2139, 119, 2162)
rfp-office: OFFICE OF THE BOGURA PAURASHAVA (1070, 987, 1402, 1007)
col2-story2-contd: (৩য় পৃষ্ঠার পর) (486, 776, 554, 790)
table-header: ক্রমিক (950, 748, 980, 785)
table-header-row (638, 759, 928, 792)
lged-footer (28, 2305, 618, 2321)
story6-body: খবর পেয়ে ছুটে এসে পুকুরে খুঁজাখুঁজি করে তাকে উদ্ধার করে স্থানীয়রা। পরে হাসপাতালে নেওয়া হলে কর্তব্যরত চিকিৎসক তাকে মৃত ঘোষণা করেন। পরিবারের আবেদনে ময়নাতদন্ত ছাড়াই মরদেহ হস্তান্তর করা হয়েছে। (21, 1279, 400, 1325)
health2-contact (1199, 2182, 1524, 2272)
column-2 (406, 102, 625, 1118)
story6-headline: সান্তাহারে পুকুরে গোসল (87, 1229, 333, 1260)
health2-world: World Famous "হাশমে জোয়ানী" (1066, 1997, 1359, 2019)
health1-body: ২০২১ সালে উত্তরা ও রাজশাহী শহরে প্রাজমা সেবা কেন্দ্র চালু হয়েছে। প্রাজমা সেবনে দুর্বলতা দূর করে শক্তি বৃদ্ধি করে। সম্পূর্ণ পার্শ্বপ্রতিক্রিয়া মুক্ত আয়ুর্বেদিক ফর্মুলা। (1083, 1572, 1521, 1598)
ad-harano-body: আমার এস.এস.সি পরীক্ষার মূল মার্কশিট/সনদপত্র ২৪/০৬/২২ ইং তারিখে হারিয়ে গিয়েছে। রোল নং- ১৩১৬৯০/৭৭ রেজি নং-১৭৬৭৭১ পরীক্ষার বছর-২০১২ ইং। (1336, 143, 1503, 196)
rfp-body: Bogura Pourashava with the technical and capacity-building support from the USAID LHSS project conducted an assessment to re-open its four unused UPHCP clinics which have been closed due to the withdrawal of financial support after phase II of the UPHCP project. One of the main components of UPHCP phase-II was to build the capacity and infrastructure of the urban primary health care system, thus after the end of Phase II Bogura Pourashava has its place in four well-designed clinic buildings located at Jamil nagar, BCIC Road, Thanthania, and Chalk-Sutrapur within its territory. As there is no further funding opportunity to start the operation of these clinics, Bogura Pourashava has taken the decision to start its operations through a public-private partnership in which the NGO/private entity individual group runs the facility on an income-to-cost basis. Bogura Pourashava is inviting sealed proposals from interested Non-government organizations (NGO), Private clinic operators, Corporate agencies, individuals, etc. Interested bidders should submit proposals as per the RFP document. Bogura Pourashava reserves the right to accept or reject all/part proposals without assigning any reason whatsoever. This RFP invitation will also form a part of the contract and will be binding upon the offeror. (949, 1148, 1522, 1276)
